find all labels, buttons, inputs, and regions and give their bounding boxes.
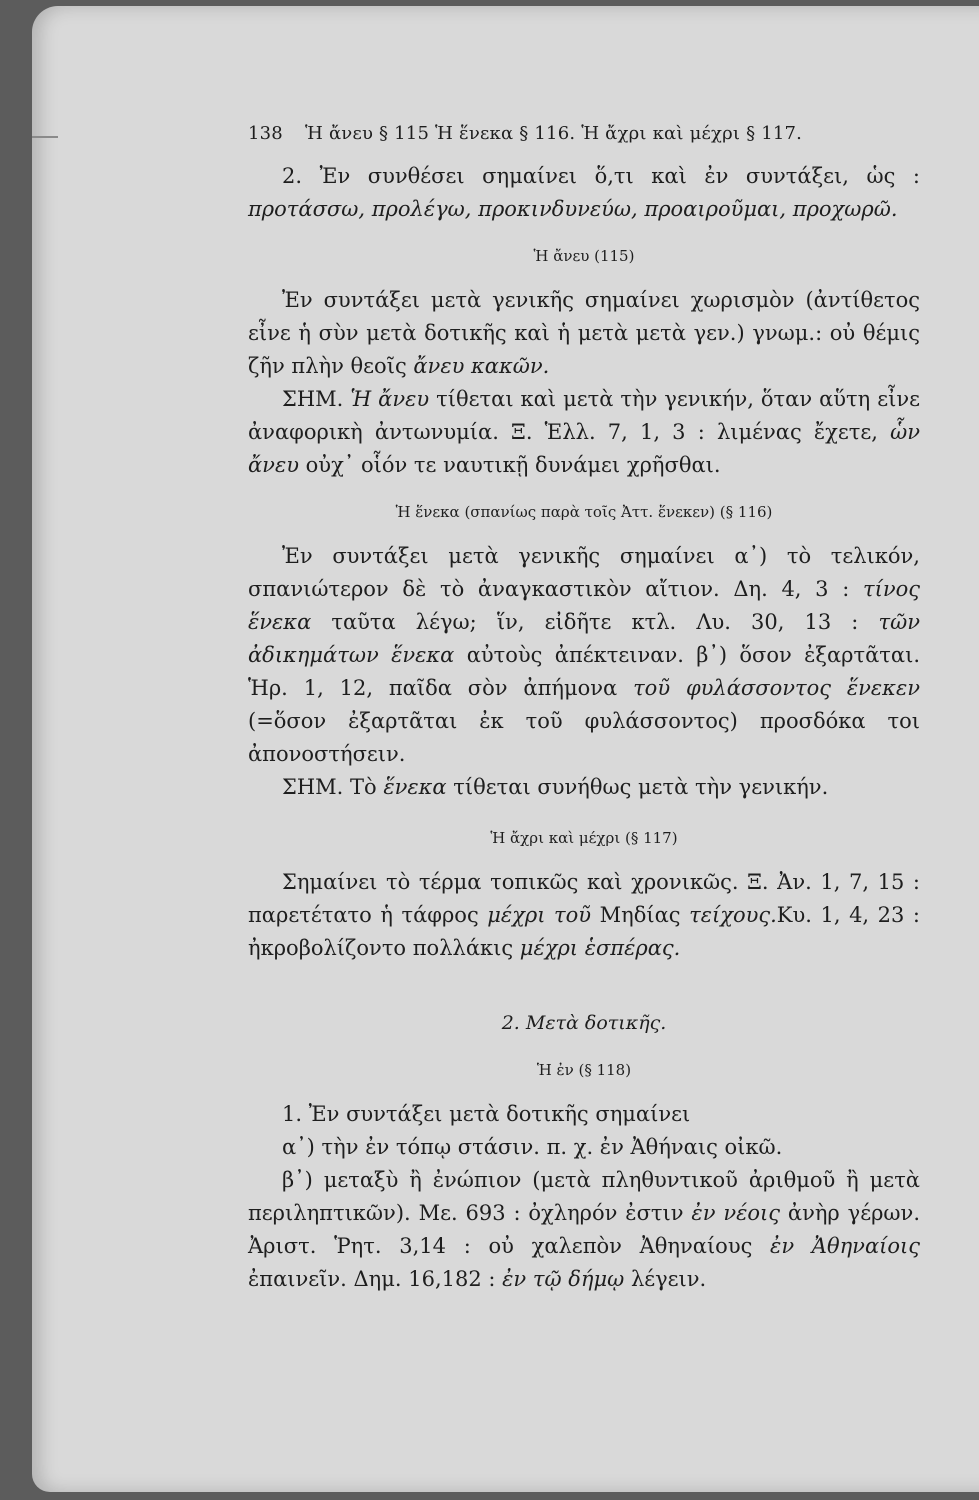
achri-text-a: Σημαίνει τὸ τέρμα τοπικῶς καὶ χρονικῶς. Ξ. Ἀν. 1, 7, 15 : παρετέτατο ἡ τάφρος [248, 870, 920, 927]
heneka-note-b: τίθεται συνήθως μετὰ τὴν γενικήν. [446, 775, 829, 799]
achri-text-c: Κυ. 1, 4, 23 : ἠκροβολίζοντο πολλάκις [248, 903, 921, 960]
en-paragraph [248, 1164, 920, 1296]
aneu-note-italic2: ὧν ἄνευ [248, 420, 920, 477]
aneu-paragraph [248, 284, 920, 383]
heneka-note [248, 771, 920, 804]
heneka-text-d: (=ὅσον ἐξαρτᾶται ἐκ τοῦ φυλάσσοντος) προσδόκα τοι ἀπονοστήσειν. [248, 709, 920, 766]
aneu-note-a: ΣΗΜ. [282, 387, 351, 411]
page-number: 138 [248, 123, 283, 144]
achri-italic1: μέχρι τοῦ [487, 903, 592, 927]
achri-paragraph [248, 866, 920, 965]
heneka-text-c: αὐτοὺς ἀπέκτειναν. β᾽) ὅσον ἐξαρτᾶται. Ἡρ. 1, 12, παῖδα σὸν ἀπήμονα [248, 643, 921, 700]
intro-line2-italic: προλέγω, προκινδυνεύω, προαιροῦμαι, προχωρῶ. [371, 197, 898, 221]
intro-line1: 2. Ἐν συνθέσει σημαίνει ὅ,τι καὶ ἐν συντάξει, ὡς : [282, 164, 920, 188]
intro-line1-italic: προτάσσω, [248, 197, 366, 221]
en-italic1: ἐν νέοις [691, 1201, 781, 1225]
heneka-text-a: Ἐν συντάξει μετὰ γενικῆς σημαίνει α᾽) τὸ τελικόν, σπανιώτερον δὲ τὸ ἀναγκαστικὸν αἴτιον. Δη. 4, 3 : [248, 544, 920, 601]
margin-rule [32, 136, 58, 138]
aneu-note-c: οὐχ᾽ οἷόν τε ναυτικῇ δυνάμει χρῆσθαι. [298, 453, 721, 477]
en-line1: 1. Ἐν συντάξει μετὰ δοτικῆς σημαίνει [282, 1102, 691, 1126]
aneu-text: Ἐν συντάξει μετὰ γενικῆς σημαίνει χωρισμὸν (ἀντίθετος εἶνε ἡ σὺν μετὰ δοτικῆς καὶ ἡ μετὰ μετὰ γεν.) γνωμ.: οὐ θέμις ζῆν πλὴν θεοῖς [248, 288, 920, 378]
heading-achri: Ἡ ἄχρι καὶ μέχρι (§ 117) [490, 829, 678, 847]
section-title-dative: 2. Μετὰ δοτικῆς. [501, 1012, 667, 1034]
aneu-note-b: τίθεται καὶ μετὰ τὴν γενικήν, ὅταν αὕτη εἶνε ἀναφορικὴ ἀντωνυμία. Ξ. Ἑλλ. 7, 1, 3 : λιμένας ἔχετε, [248, 387, 921, 444]
heneka-note-a: ΣΗΜ. Τὸ [282, 775, 384, 799]
achri-italic3: μέχρι ἑσπέρας. [519, 936, 681, 960]
heneka-italic2: τῶν ἀδικημάτων ἕνεκα [248, 610, 920, 667]
page-text [248, 120, 920, 1296]
achri-italic2: τείχους. [689, 903, 777, 927]
heading-aneu: Ἡ ἄνευ (115) [533, 247, 635, 265]
aneu-italic: ἄνευ κακῶν. [413, 354, 550, 378]
running-header [248, 120, 920, 148]
en-text-b: ἀνὴρ γέρων. Ἀριστ. Ῥητ. 3,14 : οὐ χαλεπὸν Ἀθηναίους [248, 1201, 920, 1258]
achri-text-b: Μηδίας [591, 903, 690, 927]
aneu-note [248, 383, 920, 482]
heneka-text-b: ταῦτα λέγω; ἵν, εἰδῆτε κτλ. Λυ. 30, 13 : [311, 610, 879, 634]
heneka-italic1: τίνος ἕνεκα [248, 577, 920, 634]
heading-heneka: Ἡ ἕνεκα (σπανίως παρὰ τοῖς Ἀττ. ἕνεκεν) (§ 116) [395, 503, 773, 521]
en-line2: α᾽) τὴν ἐν τόπῳ στάσιν. π. χ. ἐν Ἀθήναις οἰκῶ. [282, 1135, 783, 1159]
running-head-text: Ἡ ἄνευ § 115 Ἡ ἕνεκα § 116. Ἡ ἄχρι καὶ μέχρι § 117. [304, 123, 803, 144]
aneu-note-italic: Ἡ ἄνευ [350, 387, 430, 411]
en-text-a: β᾽) μεταξὺ ἢ ἐνώπιον (μετὰ πληθυντικοῦ ἀριθμοῦ ἢ μετὰ περιληπτικῶν). Με. 693 : ὀχληρόν ἐστιν [248, 1168, 920, 1225]
en-text-c: ἐπαινεῖν. Δημ. 16,182 : [248, 1267, 503, 1291]
en-italic2: ἐν Ἀθηναίοις [770, 1234, 920, 1258]
heading-en: Ἡ ἐν (§ 118) [536, 1061, 632, 1079]
en-italic3: ἐν τῷ δήμῳ [502, 1267, 625, 1291]
en-text-d: λέγειν. [624, 1267, 707, 1291]
heneka-italic3: τοῦ φυλάσσοντος ἕνεκεν [633, 676, 920, 700]
intro-paragraph [248, 160, 920, 226]
heneka-paragraph [248, 540, 920, 771]
heneka-note-italic: ἕνεκα [383, 775, 447, 799]
